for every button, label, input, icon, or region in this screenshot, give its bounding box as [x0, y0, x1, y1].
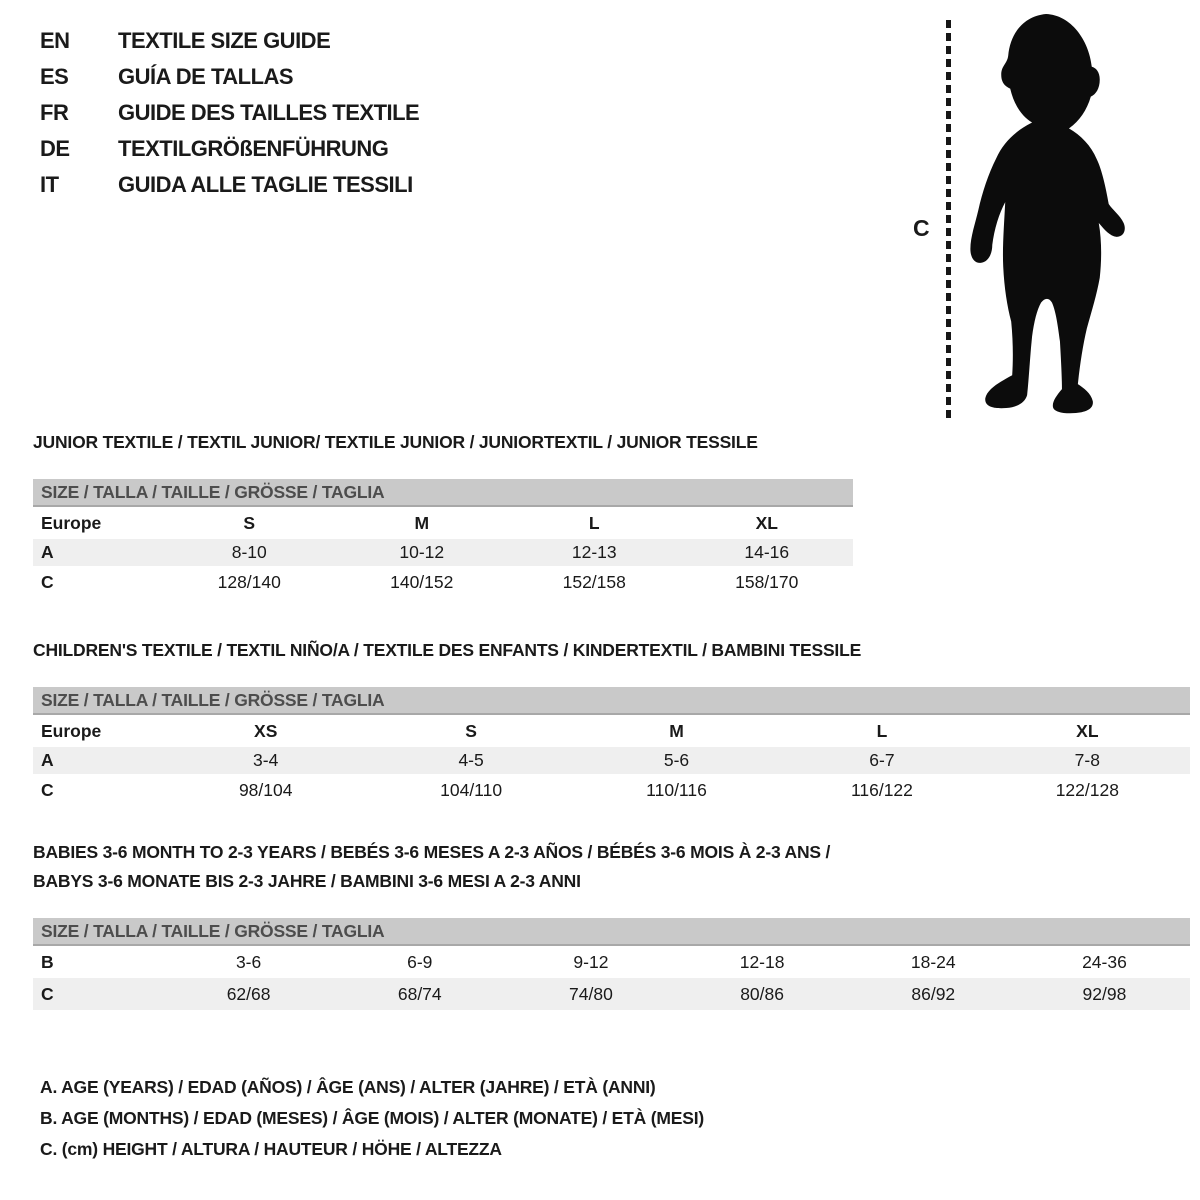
size-tables: [33, 432, 1190, 1010]
size-header-bar: SIZE / TALLA / TAILLE / GRÖSSE / TAGLIA: [33, 479, 853, 507]
section-junior: [33, 432, 1190, 598]
value-cell: 12-13: [571, 542, 617, 562]
value-cell: 86/92: [911, 983, 956, 1004]
value-cell: 128/140: [217, 571, 281, 592]
language-row: [40, 136, 419, 172]
value-cell: 152/158: [562, 571, 626, 592]
table-row-age-years: [33, 747, 1190, 774]
value-cell: 116/122: [850, 779, 913, 800]
section-children: [33, 640, 1190, 806]
value-cell: 24-36: [1082, 951, 1127, 972]
value-cell: 18-24: [910, 951, 956, 972]
language-code: FR: [40, 100, 69, 125]
language-title: TEXTILGRÖßENFÜHRUNG: [118, 136, 389, 161]
table-row-europe: [33, 715, 1190, 747]
size-cell: L: [588, 512, 600, 533]
language-row: [40, 64, 419, 100]
row-label: C: [41, 779, 54, 800]
value-cell: 10-12: [399, 542, 445, 562]
value-cell: 140/152: [390, 571, 454, 592]
language-row: [40, 28, 419, 64]
section-babies: [33, 842, 1190, 1010]
size-cell: XS: [254, 720, 278, 741]
value-cell: 98/104: [238, 779, 293, 800]
table-row-height-cm: [33, 978, 1190, 1010]
language-title: TEXTILE SIZE GUIDE: [118, 28, 331, 53]
language-code: IT: [40, 172, 59, 197]
table-row-age-years: [33, 539, 853, 566]
size-cell: M: [414, 512, 430, 533]
legend-line-c: C. (cm) HEIGHT / ALTURA / HAUTEUR / HÖHE / ALTEZZA: [40, 1139, 502, 1159]
section-title-babies-line1: BABIES 3-6 MONTH TO 2-3 YEARS / BEBÉS 3-6 MESES A 2-3 AÑOS / BÉBÉS 3-6 MOIS À 2-3 ANS /: [33, 842, 831, 862]
value-cell: 74/80: [569, 983, 613, 1004]
size-header-bar: SIZE / TALLA / TAILLE / GRÖSSE / TAGLIA: [33, 687, 1190, 715]
value-cell: 9-12: [573, 951, 609, 972]
table-row-europe: [33, 507, 853, 539]
language-code: DE: [40, 136, 70, 161]
value-cell: 12-18: [739, 951, 785, 972]
value-cell: 7-8: [1074, 750, 1100, 770]
size-header-bar: SIZE / TALLA / TAILLE / GRÖSSE / TAGLIA: [33, 918, 1190, 946]
legend-line-a: A. AGE (YEARS) / EDAD (AÑOS) / ÂGE (ANS) / ALTER (JAHRE) / ETÀ (ANNI): [40, 1077, 656, 1097]
row-label: A: [41, 750, 54, 770]
language-header: [40, 28, 419, 208]
row-label: Europe: [41, 720, 102, 741]
section-title-children: CHILDREN'S TEXTILE / TEXTIL NIÑO/A / TEXTILE DES ENFANTS / KINDERTEXTIL / BAMBINI TESSILE: [33, 640, 862, 660]
babies-table: [33, 946, 1190, 1010]
size-cell: XL: [1076, 720, 1099, 741]
height-figure: [900, 8, 1200, 428]
section-title-babies-line2: BABYS 3-6 MONATE BIS 2-3 JAHRE / BAMBINI 3-6 MESI A 2-3 ANNI: [33, 871, 581, 891]
row-label: C: [41, 983, 54, 1004]
value-cell: 158/170: [735, 571, 799, 592]
value-cell: 3-4: [253, 750, 279, 770]
language-title: GUIDA ALLE TAGLIE TESSILI: [118, 172, 413, 197]
value-cell: 92/98: [1082, 983, 1127, 1004]
value-cell: 122/128: [1055, 779, 1119, 800]
value-cell: 8-10: [231, 542, 267, 562]
row-label: Europe: [41, 512, 102, 533]
language-row: [40, 172, 419, 208]
size-cell: S: [243, 512, 256, 533]
value-cell: 80/86: [740, 983, 784, 1004]
table-row-age-months: [33, 946, 1190, 978]
row-label: C: [41, 571, 54, 592]
size-cell: M: [669, 720, 684, 741]
legend: [40, 1072, 704, 1165]
height-measure-dashed-line: [946, 20, 951, 418]
measure-label-c: C: [913, 215, 930, 241]
row-label: B: [41, 951, 54, 972]
value-cell: 14-16: [744, 542, 790, 562]
children-table: [33, 715, 1190, 806]
section-title-junior: JUNIOR TEXTILE / TEXTIL JUNIOR/ TEXTILE JUNIOR / JUNIORTEXTIL / JUNIOR TESSILE: [33, 432, 758, 452]
table-row-height-cm: [33, 566, 853, 598]
value-cell: 3-6: [235, 951, 262, 972]
value-cell: 104/110: [440, 779, 503, 800]
junior-table: [33, 507, 853, 598]
value-cell: 6-9: [407, 951, 433, 972]
size-cell: XL: [755, 512, 778, 533]
value-cell: 62/68: [226, 983, 271, 1004]
row-label: A: [41, 542, 54, 562]
value-cell: 4-5: [458, 750, 484, 770]
size-cell: L: [876, 720, 888, 741]
table-row-height-cm: [33, 774, 1190, 806]
value-cell: 5-6: [663, 750, 690, 770]
toddler-silhouette-icon: [960, 12, 1140, 420]
language-code: EN: [40, 28, 70, 53]
value-cell: 6-7: [869, 750, 895, 770]
size-cell: S: [465, 720, 477, 741]
language-row: [40, 100, 419, 136]
language-title: GUÍA DE TALLAS: [118, 64, 294, 89]
value-cell: 68/74: [397, 983, 442, 1004]
language-code: ES: [40, 64, 69, 89]
legend-line-b: B. AGE (MONTHS) / EDAD (MESES) / ÂGE (MOIS) / ALTER (MONATE) / ETÀ (MESI): [40, 1108, 704, 1128]
language-title: GUIDE DES TAILLES TEXTILE: [118, 100, 420, 125]
value-cell: 110/116: [646, 779, 707, 800]
